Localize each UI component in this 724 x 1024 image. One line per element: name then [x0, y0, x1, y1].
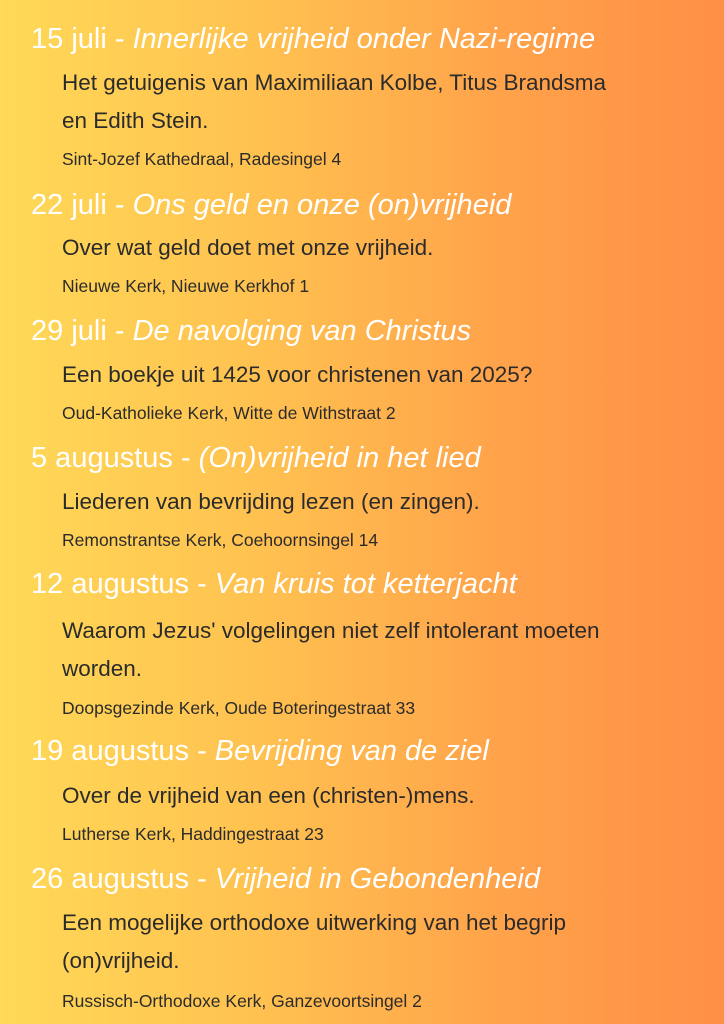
event-location: Nieuwe Kerk, Nieuwe Kerkhof 1: [62, 276, 310, 296]
event-title: Innerlijke vrijheid onder Nazi-regime: [132, 23, 596, 55]
event-description: Liederen van bevrijding lezen (en zingen).: [62, 489, 480, 514]
event-date: 19 augustus: [31, 735, 190, 767]
event-location: Oud-Katholieke Kerk, Witte de Withstraat 2: [62, 403, 396, 423]
event-date: 15 juli: [31, 23, 107, 55]
event-separator: -: [106, 23, 133, 55]
event-date: 22 juli: [31, 189, 107, 221]
event-separator: -: [189, 735, 215, 767]
event-date: 5 augustus: [31, 442, 173, 474]
event-location: Doopsgezinde Kerk, Oude Boteringestraat 33: [62, 698, 416, 718]
event-separator: -: [172, 442, 199, 474]
event-location: Sint-Jozef Kathedraal, Radesingel 4: [62, 149, 342, 169]
event-description: Een boekje uit 1425 voor christenen van 2025?: [62, 362, 533, 387]
event-location: Lutherse Kerk, Haddingestraat 23: [62, 824, 324, 844]
event-date: 12 augustus: [31, 568, 190, 600]
event-heading: [31, 188, 511, 222]
event-location: Remonstrantse Kerk, Coehoornsingel 14: [62, 530, 379, 550]
event-heading: [31, 22, 595, 56]
event-description: Over de vrijheid van een (christen-)mens.: [62, 783, 475, 808]
event-separator: -: [106, 315, 133, 347]
event-title: Ons geld en onze (on)vrijheid: [132, 189, 512, 221]
event-title: Van kruis tot ketterjacht: [214, 568, 517, 600]
event-description: Een mogelijke orthodoxe uitwerking van het begrip (on)vrijheid.: [62, 910, 567, 973]
event-separator: -: [106, 189, 133, 221]
event-separator: -: [189, 863, 215, 895]
event-heading: [31, 862, 540, 896]
event-separator: -: [189, 568, 215, 600]
event-description: Waarom Jezus' volgelingen niet zelf intolerant moeten worden.: [62, 618, 600, 681]
event-description: Het getuigenis van Maximiliaan Kolbe, Titus Brandsma en Edith Stein.: [62, 70, 607, 133]
event-heading: [31, 734, 489, 768]
event-heading: [31, 314, 471, 348]
event-title: Vrijheid in Gebondenheid: [214, 863, 540, 895]
event-date: 29 juli: [31, 315, 107, 347]
event-heading: [31, 441, 481, 475]
event-heading: [31, 567, 517, 601]
event-date: 26 augustus: [31, 863, 190, 895]
event-title: (On)vrijheid in het lied: [198, 442, 481, 474]
event-title: De navolging van Christus: [132, 315, 472, 347]
event-title: Bevrijding van de ziel: [214, 735, 489, 767]
event-location: Russisch-Orthodoxe Kerk, Ganzevoortsingel 2: [62, 991, 422, 1011]
event-description: Over wat geld doet met onze vrijheid.: [62, 235, 434, 260]
